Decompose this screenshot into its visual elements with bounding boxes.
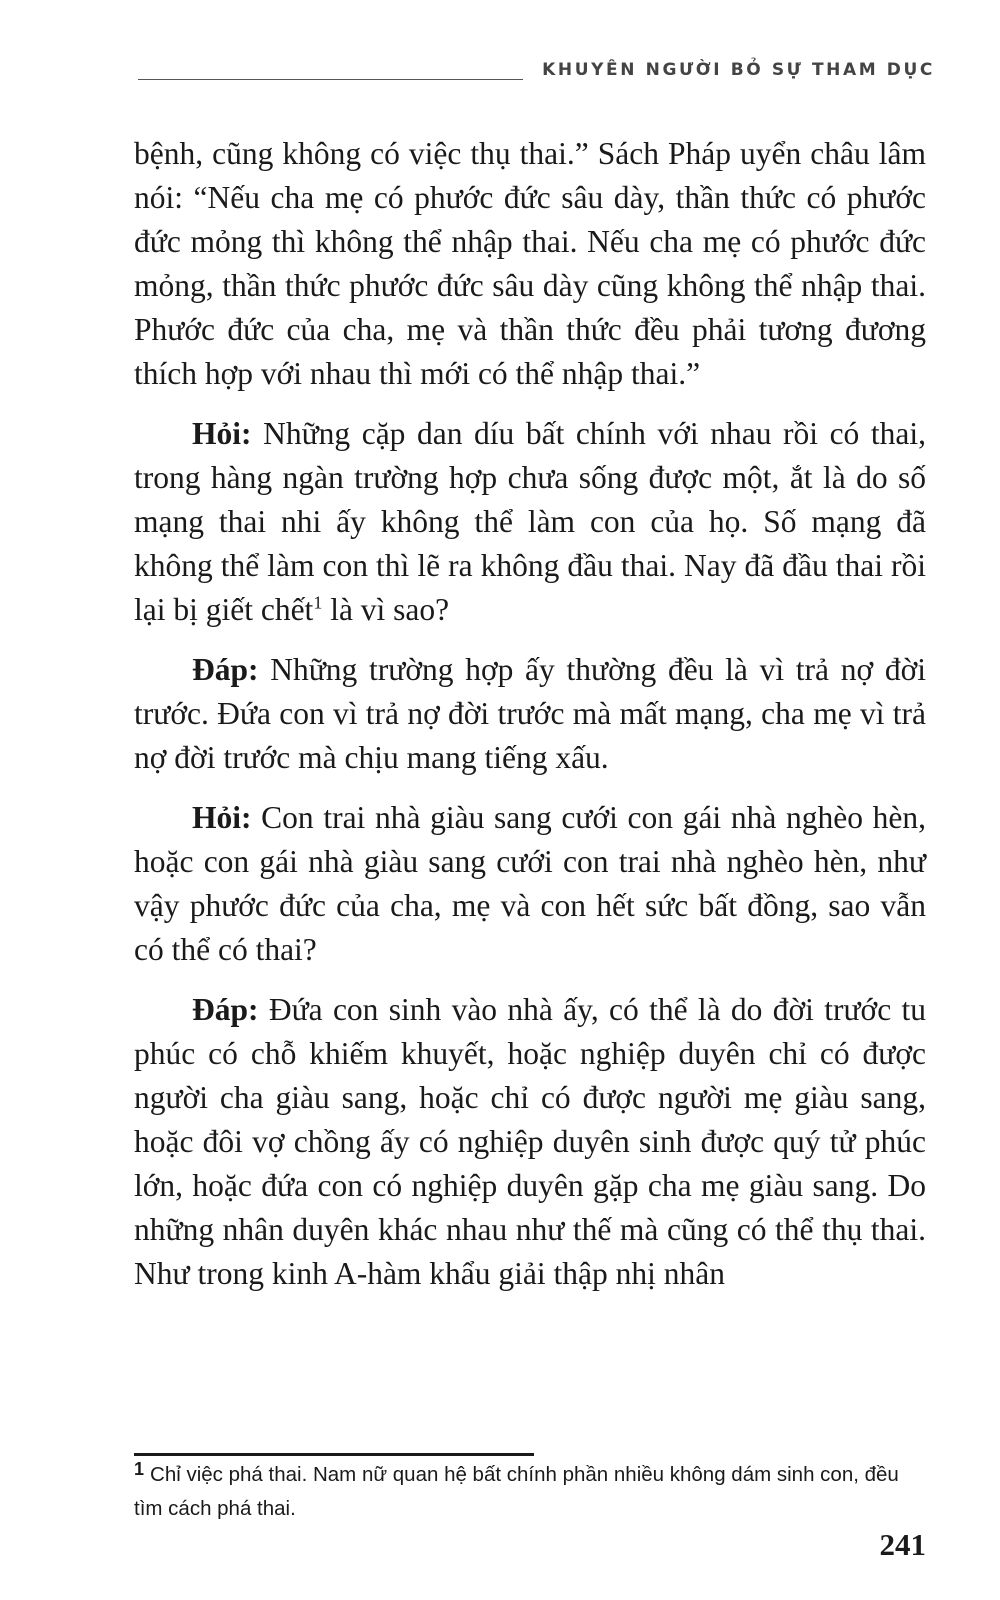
question-text-end: là vì sao? xyxy=(322,592,450,627)
footnote-rule xyxy=(134,1453,534,1456)
answer-text: Những trường hợp ấy thường đều là vì trả nợ đời trước. Đứa con vì trả nợ đời trước mà mất mạng, cha mẹ vì trả nợ đời trước mà chịu mang tiếng xấu. xyxy=(134,652,926,775)
question-paragraph-2 xyxy=(134,796,926,972)
question-label: Hỏi: xyxy=(192,416,252,451)
answer-label: Đáp: xyxy=(192,992,259,1027)
footnote-marker: 1 xyxy=(134,1459,145,1479)
main-text xyxy=(134,132,926,1312)
footnote-reference[interactable]: 1 xyxy=(313,592,323,613)
answer-label: Đáp: xyxy=(192,652,259,687)
answer-text: Đứa con sinh vào nhà ấy, có thể là do đời trước tu phúc có chỗ khiếm khuyết, hoặc nghiệp duyên chỉ có được người cha giàu sang, hoặc chỉ có được người mẹ giàu sang, hoặc đôi vợ chồng ấy có nghiệp duyên sinh được quý tử phúc lớn, hoặc đứa con có nghiệp duyên gặp cha mẹ giàu sang. Do những nhân duyên khác nhau như thế mà cũng có thể thụ thai. Như trong kinh A-hàm khẩu giải thập nhị nhân xyxy=(134,992,926,1291)
answer-paragraph-1 xyxy=(134,648,926,780)
footnote-text: Chỉ việc phá thai. Nam nữ quan hệ bất chính phần nhiều không dám sinh con, đều tìm cách phá thai. xyxy=(134,1463,899,1520)
running-header xyxy=(138,60,935,86)
header-rule xyxy=(138,79,523,80)
question-text: Con trai nhà giàu sang cưới con gái nhà nghèo hèn, hoặc con gái nhà giàu sang cưới con trai nhà nghèo hèn, như vậy phước đức của cha, mẹ và con hết sức bất đồng, sao vẫn có thể có thai? xyxy=(134,800,926,967)
page-number: 241 xyxy=(879,1527,926,1562)
answer-paragraph-2 xyxy=(134,988,926,1296)
paragraph-continuation: bệnh, cũng không có việc thụ thai.” Sách Pháp uyển châu lâm nói: “Nếu cha mẹ có phước đức sâu dày, thần thức có phước đức mỏng thì không thể nhập thai. Nếu cha mẹ có phước đức mỏng, thần thức phước đức sâu dày cũng không thể nhập thai. Phước đức của cha, mẹ và thần thức đều phải tương đương thích hợp với nhau thì mới có thể nhập thai.” xyxy=(134,136,926,391)
question-label: Hỏi: xyxy=(192,800,252,835)
question-text: Những cặp dan díu bất chính với nhau rồi có thai, trong hàng ngàn trường hợp chưa sống được một, ắt là do số mạng thai nhi ấy không thể làm con của họ. Số mạng đã không thể làm con thì lẽ ra không đầu thai. Nay đã đầu thai rồi lại bị giết chết xyxy=(134,416,926,627)
question-paragraph-1 xyxy=(134,412,926,632)
running-title: KHUYÊN NGƯỜI BỎ SỰ THAM DỤC xyxy=(542,60,935,80)
footnote xyxy=(134,1458,926,1526)
